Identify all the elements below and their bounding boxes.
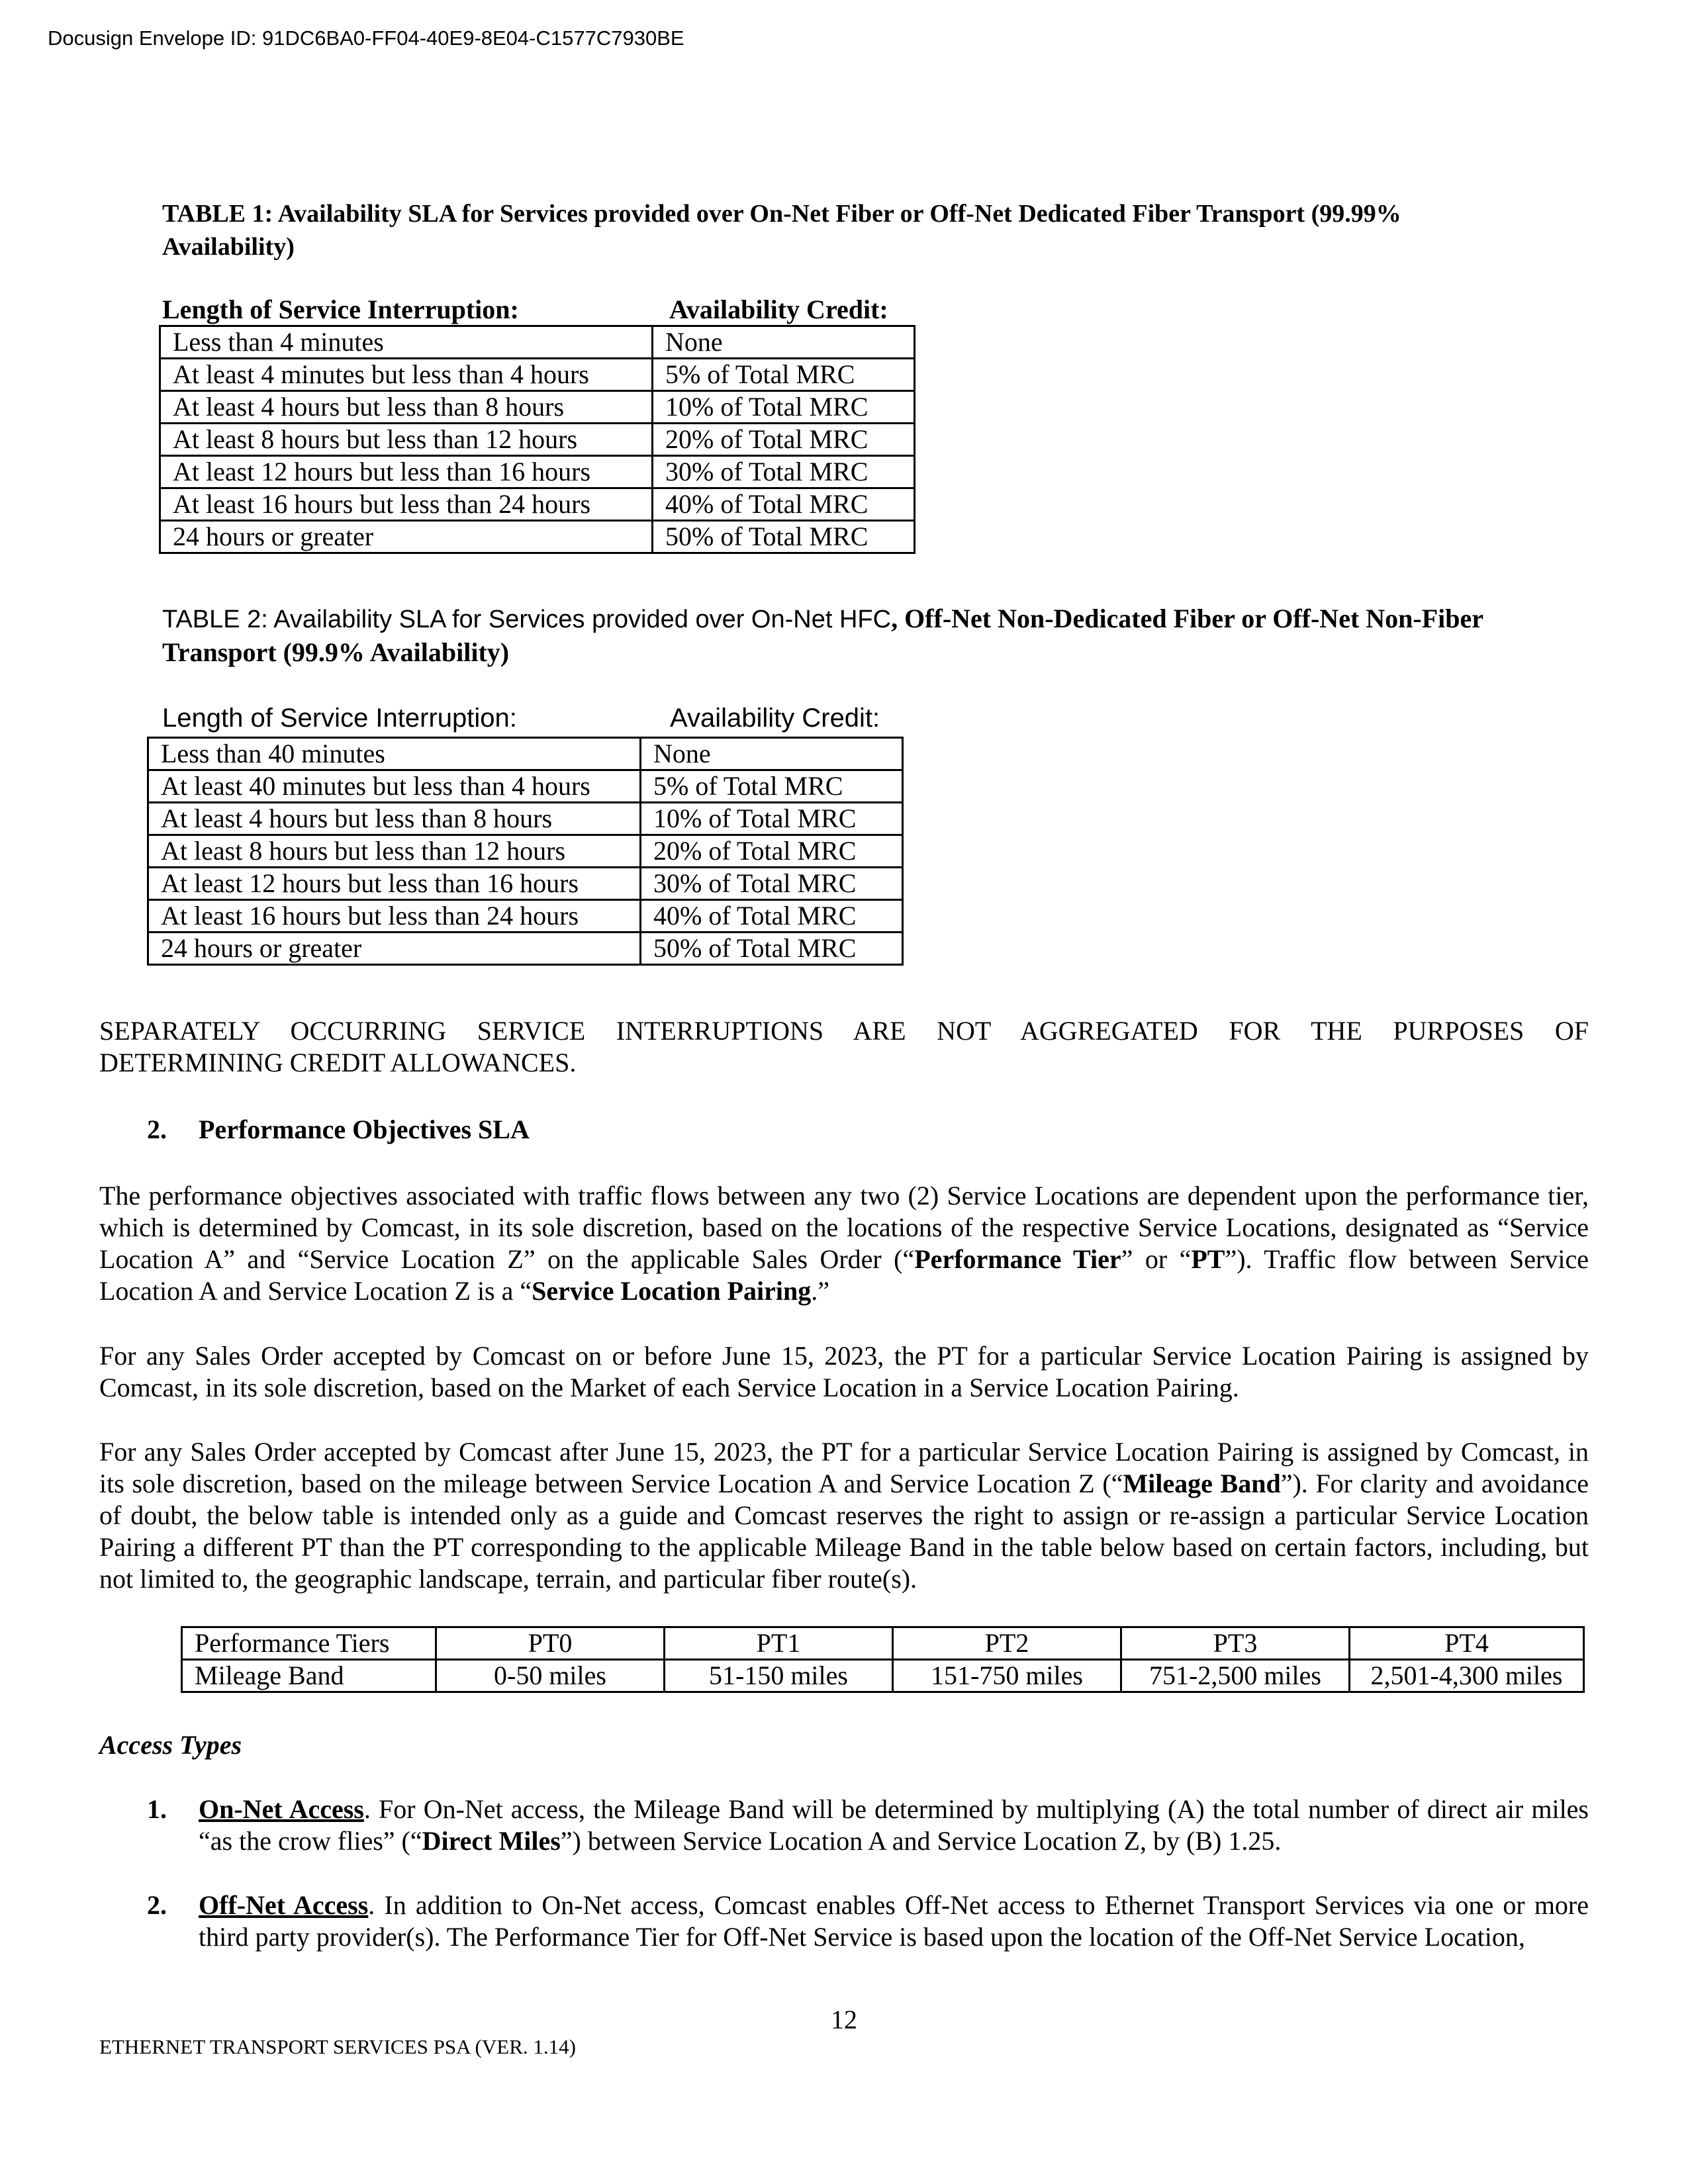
section-number: 2.: [147, 1115, 167, 1144]
availability-credit-cell: 40% of Total MRC: [653, 488, 915, 521]
table-cell: PT0: [436, 1627, 665, 1660]
table-row: [160, 456, 915, 488]
availability-credit-cell: None: [641, 738, 903, 770]
pt-assignment-before-paragraph: For any Sales Order accepted by Comcast on or before June 15, 2023, the PT for a particular Service Location Pairing is assigned by Comcast, in its sole discretion, based on the Market of each Service Location in a Service Location Pairing.: [99, 1341, 1589, 1402]
availability-credit-cell: None: [653, 326, 915, 359]
page-number: 12: [831, 2005, 857, 2034]
table1-col2-header: Availability Credit:: [669, 295, 888, 324]
interruption-length-cell: Less than 4 minutes: [160, 326, 653, 359]
access-item-on-net: On-Net Access. For On-Net access, the Mileage Band will be determined by multiplying (A) the total number of direct air miles “as the crow flies” (“Direct Miles”) between Service Location A and Service Location Z, by (B) 1.25.: [199, 1794, 1589, 1856]
interruption-length-cell: At least 8 hours but less than 12 hours: [148, 835, 641, 868]
table-cell: 751-2,500 miles: [1121, 1660, 1350, 1692]
table-row: [148, 868, 903, 900]
access-item-number: 2.: [147, 1890, 167, 1920]
availability-credit-cell: 5% of Total MRC: [653, 359, 915, 391]
availability-credit-cell: 20% of Total MRC: [653, 424, 915, 456]
table2-col1-header: Length of Service Interruption:: [162, 704, 517, 733]
table-row: [148, 803, 903, 835]
table-row: [182, 1660, 1584, 1692]
table-row: [148, 835, 903, 868]
access-types-heading: Access Types: [99, 1730, 242, 1760]
table-cell: PT4: [1350, 1627, 1584, 1660]
interruption-length-cell: At least 12 hours but less than 16 hours: [148, 868, 641, 900]
table2-col2-header: Availability Credit:: [670, 704, 880, 733]
availability-credit-cell: 5% of Total MRC: [641, 770, 903, 803]
table-row: [148, 770, 903, 803]
interruption-length-cell: At least 4 hours but less than 8 hours: [160, 391, 653, 424]
table-cell: PT2: [893, 1627, 1121, 1660]
table-row: [160, 521, 915, 553]
table-cell: 2,501-4,300 miles: [1350, 1660, 1584, 1692]
table1: [159, 325, 915, 554]
performance-paragraph: The performance objectives associated with traffic flows between any two (2) Service Locations are dependent upon the performance tier, which is determined by Comcast, in its sole discretion, based on the locations of the respective Service Locations, designated as “Service Location A” and “Service Location Z” on the applicable Sales Order (“Performance Tier” or “PT”). Traffic flow between Service Location A and Service Location Z is a “Service Location Pairing.”: [99, 1181, 1589, 1306]
table-row: [160, 326, 915, 359]
availability-credit-cell: 20% of Total MRC: [641, 835, 903, 868]
interruption-length-cell: At least 4 hours but less than 8 hours: [148, 803, 641, 835]
table-cell: Performance Tiers: [182, 1627, 436, 1660]
table-cell: 0-50 miles: [436, 1660, 665, 1692]
table-cell: 151-750 miles: [893, 1660, 1121, 1692]
table-row: [148, 738, 903, 770]
interruption-length-cell: 24 hours or greater: [148, 933, 641, 965]
availability-credit-cell: 50% of Total MRC: [653, 521, 915, 553]
availability-credit-cell: 30% of Total MRC: [653, 456, 915, 488]
document-footer: ETHERNET TRANSPORT SERVICES PSA (VER. 1.14): [99, 2035, 576, 2058]
interruption-length-cell: At least 16 hours but less than 24 hours: [148, 900, 641, 933]
availability-credit-cell: 40% of Total MRC: [641, 900, 903, 933]
table-cell: 51-150 miles: [665, 1660, 893, 1692]
table-row: [182, 1627, 1584, 1660]
table-row: [160, 359, 915, 391]
table2-caption: TABLE 2: Availability SLA for Services provided over On-Net HFC, Off-Net Non-Dedicated Fiber or Off-Net Non-Fiber Transport (99.9% Availability): [162, 604, 1484, 667]
section-title: Performance Objectives SLA: [199, 1115, 530, 1144]
availability-credit-cell: 50% of Total MRC: [641, 933, 903, 965]
interruption-length-cell: At least 40 minutes but less than 4 hours: [148, 770, 641, 803]
table2: [147, 737, 904, 966]
table-row: [160, 424, 915, 456]
table-row: [160, 488, 915, 521]
table-cell: PT1: [665, 1627, 893, 1660]
interruption-length-cell: At least 16 hours but less than 24 hours: [160, 488, 653, 521]
interruption-length-cell: At least 4 minutes but less than 4 hours: [160, 359, 653, 391]
table-row: [148, 933, 903, 965]
access-item-off-net: Off-Net Access. In addition to On-Net access, Comcast enables Off-Net access to Ethernet Transport Services via one or more third party provider(s). The Performance Tier for Off-Net Service is based upon the location of the Off-Net Service Location,: [199, 1890, 1589, 1952]
table-cell: Mileage Band: [182, 1660, 436, 1692]
availability-credit-cell: 30% of Total MRC: [641, 868, 903, 900]
interruption-length-cell: At least 12 hours but less than 16 hours: [160, 456, 653, 488]
interruption-length-cell: At least 8 hours but less than 12 hours: [160, 424, 653, 456]
table1-col1-header: Length of Service Interruption:: [162, 295, 519, 324]
interruption-length-cell: Less than 40 minutes: [148, 738, 641, 770]
table1-caption: TABLE 1: Availability SLA for Services provided over On-Net Fiber or Off-Net Dedicated Fiber Transport (99.99% Availability): [162, 200, 1401, 261]
interruption-length-cell: 24 hours or greater: [160, 521, 653, 553]
pt-assignment-after-paragraph: For any Sales Order accepted by Comcast after June 15, 2023, the PT for a particular Service Location Pairing is assigned by Comcast, in its sole discretion, based on the mileage between Service Location A and Service Location Z (“Mileage Band”). For clarity and avoidance of doubt, the below table is intended only as a guide and Comcast reserves the right to assign or re-assign a particular Service Location Pairing a different PT than the PT corresponding to the applicable Mileage Band in the table below based on certain factors, including, but not limited to, the geographic landscape, terrain, and particular fiber route(s).: [99, 1437, 1589, 1594]
separately-notice: SEPARATELY OCCURRING SERVICE INTERRUPTIONS ARE NOT AGGREGATED FOR THE PURPOSES OF DETERMINING CREDIT ALLOWANCES.: [99, 1016, 1589, 1077]
performance-tier-table: [181, 1626, 1585, 1693]
envelope-id: Docusign Envelope ID: 91DC6BA0-FF04-40E9-8E04-C1577C7930BE: [48, 26, 684, 50]
table-row: [160, 391, 915, 424]
availability-credit-cell: 10% of Total MRC: [641, 803, 903, 835]
table-cell: PT3: [1121, 1627, 1350, 1660]
access-item-number: 1.: [147, 1794, 167, 1824]
table-row: [148, 900, 903, 933]
availability-credit-cell: 10% of Total MRC: [653, 391, 915, 424]
